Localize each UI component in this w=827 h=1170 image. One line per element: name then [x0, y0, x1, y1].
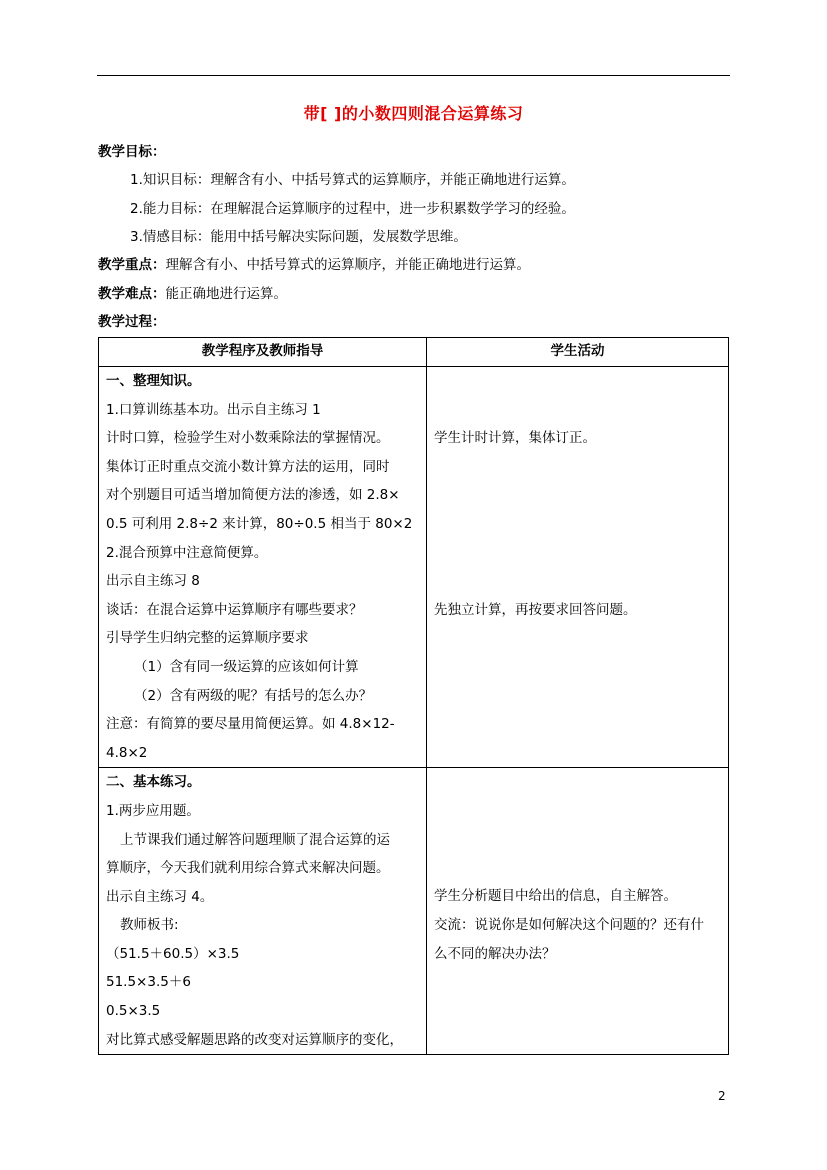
teaching-process-table	[98, 337, 729, 1055]
section2-student-cell	[427, 768, 729, 1055]
header-teacher: 教学程序及教师指导	[99, 338, 427, 367]
section2-line: （51.5＋60.5）×3.5	[106, 945, 240, 962]
section1-line: 集体订正时重点交流小数计算方法的运用，同时	[106, 458, 390, 475]
difficulty-label: 教学难点：	[98, 286, 166, 302]
section1-teacher-cell	[99, 367, 427, 768]
section1-line: 1.口算训练基本功。出示自主练习 1	[106, 401, 321, 418]
section1-line: 注意：有简算的要尽量用简便运算。如 4.8×12-	[106, 716, 395, 733]
section1-line: 0.5 可利用 2.8÷2 来计算，80÷0.5 相当于 80×2	[106, 515, 413, 532]
section2-teacher-cell	[99, 768, 427, 1055]
objective-emotion: 3.情感目标：能用中括号解决实际问题，发展数学思维。	[130, 229, 467, 245]
section1-line: 谈话：在混合运算中运算顺序有哪些要求？	[106, 601, 363, 618]
section1-line: （2）含有两级的呢？有括号的怎么办？	[134, 687, 373, 704]
section1-student-activity: 先独立计算，再按要求回答问题。	[434, 601, 637, 618]
table-header-row	[99, 338, 729, 367]
objective-knowledge: 1.知识目标：理解含有小、中括号算式的运算顺序，并能正确地进行运算。	[130, 172, 575, 188]
header-rule	[97, 75, 730, 76]
section1-line: 对个别题目可适当增加简便方法的渗透，如 2.8×	[106, 487, 400, 504]
section1-heading: 一、整理知识。	[106, 373, 201, 389]
key-point-text: 理解含有小、中括号算式的运算顺序，并能正确地进行运算。	[165, 257, 530, 273]
page-title: 带[ ]的小数四则混合运算练习	[303, 104, 524, 123]
section2-line: 出示自主练习 4。	[106, 888, 214, 905]
section2-line: 0.5×3.5	[106, 1003, 161, 1020]
section1-line: 出示自主练习 8	[106, 573, 200, 590]
section1-line: （1）含有同一级运算的应该如何计算	[134, 658, 359, 675]
difficulty	[98, 282, 287, 302]
section1-line: 2.混合预算中注意简便算。	[106, 544, 268, 561]
section1-line: 计时口算，检验学生对小数乘除法的掌握情况。	[106, 430, 390, 447]
objectives-heading: 教学目标：	[98, 144, 166, 160]
section1-line: 引导学生归纳完整的运算顺序要求	[106, 630, 309, 647]
table-row	[99, 768, 729, 1055]
section2-line: 1.两步应用题。	[106, 802, 200, 819]
section1-student-cell	[427, 367, 729, 768]
header-student: 学生活动	[427, 338, 729, 367]
page-number: 2	[718, 1089, 726, 1103]
section2-heading: 二、基本练习。	[106, 774, 201, 791]
key-point-label: 教学重点：	[98, 257, 166, 273]
section2-line: 算顺序，今天我们就利用综合算式来解决问题。	[106, 860, 390, 877]
section2-student-activity: 交流：说说你是如何解决这个问题的？还有什	[434, 916, 704, 933]
section1-line: 4.8×2	[106, 744, 148, 761]
key-point	[98, 253, 530, 273]
process-heading: 教学过程：	[98, 314, 166, 330]
section2-line: 上节课我们通过解答问题理顺了混合运算的运	[120, 831, 390, 848]
section2-line: 对比算式感受解题思路的改变对运算顺序的变化，	[106, 1031, 403, 1048]
section2-student-activity: 么不同的解决办法？	[434, 945, 556, 962]
table-row	[99, 367, 729, 768]
difficulty-text: 能正确地进行运算。	[165, 286, 287, 302]
section2-line: 51.5×3.5＋6	[106, 974, 191, 991]
section2-line: 教师板书:	[120, 917, 179, 934]
section1-student-activity: 学生计时计算，集体订正。	[434, 430, 596, 446]
objective-ability: 2.能力目标：在理解混合运算顺序的过程中，进一步积累数学学习的经验。	[130, 201, 575, 217]
section2-student-activity: 学生分析题目中给出的信息，自主解答。	[434, 888, 677, 905]
